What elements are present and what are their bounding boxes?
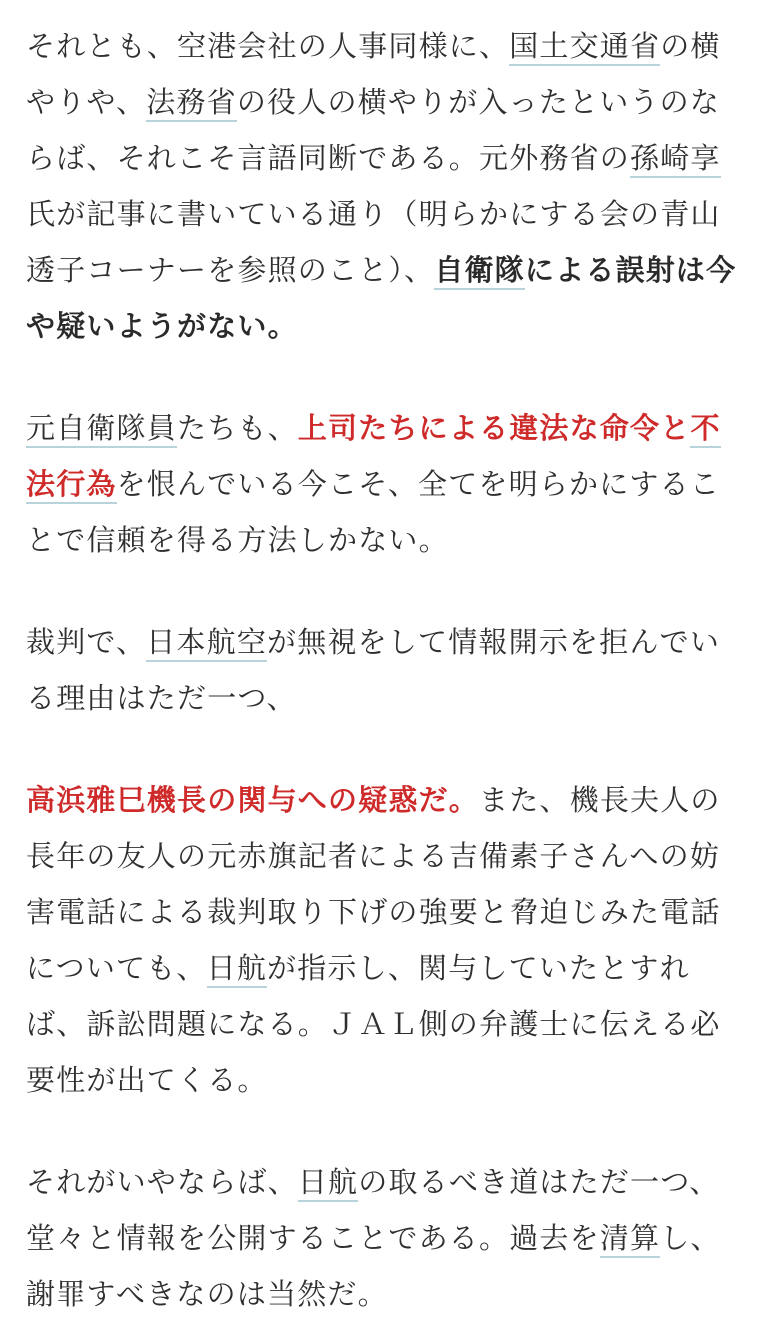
paragraph-3 (26, 614, 738, 726)
text: また、機長夫人の長年の友人の元赤旗記者による吉備素子さんへの妨害電話による裁判取り下げの強要と脅迫じみた電話についても、 (26, 783, 721, 985)
keyword-link-nikko[interactable]: 日航 (207, 951, 267, 988)
keyword-link-sdf[interactable]: 自衛隊 (434, 253, 525, 290)
paragraph-5 (26, 1154, 738, 1322)
text: が指示し、関与していたとすれば、訴訟問題になる。ＪＡＬ側の弁護士に伝える必要性が出てくる。 (26, 951, 721, 1097)
text: し、謝罪すべきなのは当然だ。 (26, 1221, 721, 1311)
keyword-link-moj[interactable]: 法務省 (146, 85, 237, 122)
keyword-link-magosaki[interactable]: 孫崎享 (630, 141, 721, 178)
text: それがいやならば、 (26, 1165, 298, 1199)
text: を恨んでいる今こそ、全てを明らかにすることで信頼を得る方法しかない。 (26, 467, 721, 557)
text: 氏が記事に書いている通り（明らかにする会の青山透子コーナーを参照のこと）、 (26, 197, 721, 287)
text: の役人の横やりが入ったというのならば、それこそ言語同断である。元外務省の (26, 85, 721, 175)
paragraph-4 (26, 772, 738, 1108)
text: が無視をして情報開示を拒んでいる理由はただ一つ、 (26, 625, 721, 715)
red-emphasis: 高浜雅巳機長の関与への疑惑だ。 (26, 783, 480, 817)
text: 裁判で、 (26, 625, 147, 659)
red-text: 上司たちによる違法な命令と (297, 411, 691, 445)
keyword-link-jal[interactable]: 日本航空 (146, 625, 267, 662)
keyword-link-settlement[interactable]: 清算 (600, 1221, 660, 1258)
text: それとも、空港会社の人事同様に、 (26, 29, 510, 63)
keyword-link-illegal-act[interactable]: 不法行為 (26, 411, 721, 504)
paragraph-2 (26, 400, 738, 568)
keyword-link-mlit[interactable]: 国土交通省 (509, 29, 660, 66)
text: たちも、 (177, 411, 298, 445)
keyword-link-nikko[interactable]: 日航 (298, 1165, 358, 1202)
text: の取るべき道はただ一つ、堂々と情報を公開することである。過去を (26, 1165, 720, 1255)
text: の横やりや、 (26, 29, 721, 119)
paragraph-1 (26, 0, 738, 354)
bold-text: による誤射は今や疑いようがない。 (26, 253, 737, 343)
keyword-link-former-sdf-members[interactable]: 元自衛隊員 (26, 411, 177, 448)
